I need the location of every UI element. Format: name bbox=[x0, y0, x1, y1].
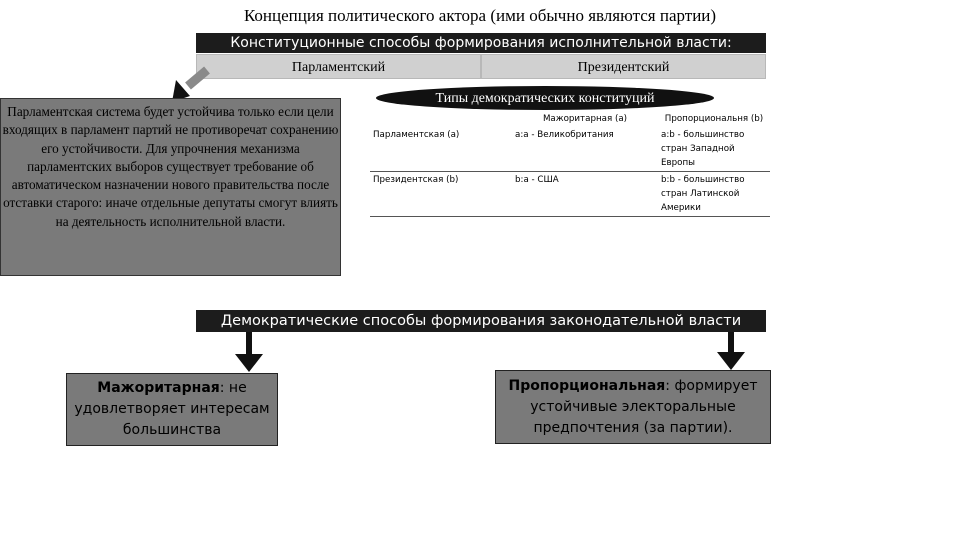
table-header-cell: Пропорциональня (b) bbox=[664, 114, 764, 124]
table-cell: Парламентская (a) bbox=[370, 127, 512, 172]
constitution-types-table bbox=[370, 111, 770, 217]
table-row bbox=[370, 172, 770, 217]
table-header-cell bbox=[370, 111, 512, 127]
table-cell: a:b - большинство стран Западной Европы bbox=[658, 127, 770, 172]
table-header-row bbox=[370, 111, 770, 127]
arrow-down-icon bbox=[233, 332, 265, 374]
proportional-box bbox=[495, 370, 771, 444]
executive-types-row bbox=[196, 54, 766, 79]
constitution-types-oval: Типы демократических конституций bbox=[376, 86, 714, 110]
table-row bbox=[370, 127, 770, 172]
parliamentary-note-box: Парламентская система будет устойчива только если цели входящих в парламент партий не противоречат сохранению его устойчивости. Для упрочнения механизма парламентских выборов существует требование об автоматическом назначении нового правительства после отставки старого: иначе отдельные депутаты смогут влиять на деятельность исполнительной власти. bbox=[0, 98, 341, 276]
arrow-down-icon bbox=[715, 332, 747, 372]
majoritarian-term: Мажоритарная bbox=[97, 380, 220, 396]
table-cell: b:a - США bbox=[512, 172, 658, 217]
majoritarian-box bbox=[66, 373, 278, 446]
proportional-text: : формирует устойчивые электоральные предпочтения (за партии). bbox=[530, 378, 758, 436]
diagram-title: Концепция политического актора (ими обычно являются партии) bbox=[243, 6, 717, 25]
legislative-heading-bar: Демократические способы формирования законодательной власти bbox=[196, 310, 766, 332]
table-header-cell: Мажоритарная (а) bbox=[542, 114, 628, 124]
tab-presidential: Президентский bbox=[481, 54, 766, 79]
proportional-term: Пропорциональная bbox=[508, 378, 666, 394]
majoritarian-text: : не удовлетворяет интересам большинства bbox=[74, 380, 270, 438]
executive-heading-bar: Конституционные способы формирования исполнительной власти: bbox=[196, 33, 766, 53]
tab-parliamentary: Парламентский bbox=[196, 54, 481, 79]
table-cell: b:b - большинство стран Латинской Америки bbox=[658, 172, 770, 217]
table-cell: a:a - Великобритания bbox=[512, 127, 658, 172]
table-cell: Президентская (b) bbox=[370, 172, 512, 217]
